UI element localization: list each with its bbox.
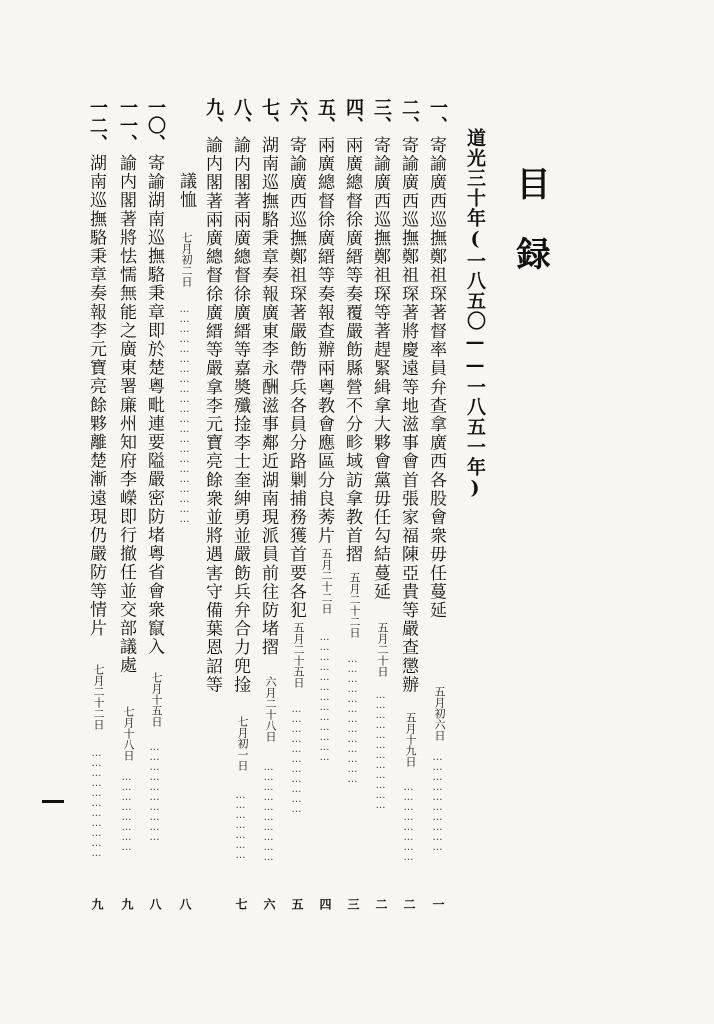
entry-date: 五月二十五日 — [292, 622, 305, 688]
entry-title: 寄諭廣西巡撫鄭祖琛著將慶遠等地滋事會首張家福陳亞貴等嚴查懲辦 — [398, 136, 418, 694]
entry-title: 諭内閣著將怯懦無能之廣東署廉州知府李嶸即行撤任並交部議處 — [116, 154, 136, 675]
entry-title: 議恤 — [176, 172, 196, 210]
dot-leader: ………………………………… — [347, 654, 358, 784]
entry-page: 七 — [234, 898, 248, 910]
dot-leader: ………………………… — [149, 742, 160, 842]
entry-page: 八 — [178, 898, 192, 910]
entry-number: 一〇、 — [145, 98, 166, 152]
period-heading: 道光三十年(一八五〇——一八五一年) — [464, 128, 486, 500]
entry-title: 寄諭湖南巡撫駱秉章即於楚粵毗連要隘嚴密防堵粵省會衆竄入 — [144, 154, 164, 657]
dot-leader: ………………………… — [432, 752, 443, 852]
entry-page: 一 — [431, 898, 445, 910]
entry-date: 七月十五日 — [150, 672, 163, 727]
entry-title: 諭内閣著兩廣總督徐廣縉等嚴拿李元寶亮餘衆並將遇害守備葉恩詔等 — [202, 136, 222, 694]
entry-page: 九 — [120, 898, 134, 910]
dot-leader: ……………………………… — [375, 690, 386, 810]
entry-page: 二 — [402, 898, 416, 910]
entry-date: 五月十九日 — [404, 712, 417, 767]
entry-date: 七月二十二日 — [92, 664, 105, 730]
entry-number: 三、 — [371, 98, 392, 134]
dot-leader: ………………………………………………………… — [179, 304, 190, 524]
entry-number: 九、 — [203, 98, 224, 134]
dot-leader: ………………… — [235, 790, 246, 860]
entry-number: 七、 — [259, 98, 280, 134]
entry-date: 七月初一日 — [236, 716, 249, 771]
entry-page: 三 — [346, 898, 360, 910]
entry-date: 七月初二日 — [180, 232, 193, 287]
entry-number: 八、 — [231, 98, 252, 134]
entry-page: 六 — [262, 898, 276, 910]
entry-number: 六、 — [287, 98, 308, 134]
entry-title: 諭内閣著兩廣總督徐廣縉等嘉奬殲捦李士奎紳勇並嚴飭兵弁合力兜捦 — [230, 136, 250, 694]
entry-number: 四、 — [343, 98, 364, 134]
entry-page: 四 — [318, 898, 332, 910]
dot-leader: ………………………… — [263, 762, 274, 862]
entry-page: 二 — [374, 898, 388, 910]
entry-page: 九 — [90, 898, 104, 910]
entry-date: 七月十八日 — [122, 706, 135, 761]
entry-number: 二、 — [399, 98, 420, 134]
entry-title: 兩廣總督徐廣縉等奏覆嚴飭縣營不分畛域訪拿教首摺 — [342, 136, 362, 564]
entry-number: 一、 — [427, 98, 448, 134]
entry-date: 六月二十八日 — [264, 676, 277, 742]
entry-date: 五月初六日 — [433, 686, 446, 741]
entry-date: 五月二十二日 — [320, 548, 333, 614]
entry-page: 五 — [290, 898, 304, 910]
entry-title: 寄諭廣西巡撫鄭祖琛等著趕緊緝拿大夥會黨毋任勾結蔓延 — [370, 136, 390, 601]
dot-leader: …………………… — [403, 782, 414, 862]
entry-number: 一一、 — [117, 98, 138, 152]
entry-page: 八 — [148, 898, 162, 910]
entry-title: 湖南巡撫駱秉章奏報李元寶亮餘夥離楚漸遠現仍嚴防等情片 — [86, 154, 106, 638]
entry-title: 兩廣總督徐廣縉等奏報查辦兩粵教會應區分良莠片 — [314, 136, 334, 546]
entry-number: 五、 — [315, 98, 336, 134]
entry-date: 五月二十二日 — [348, 572, 361, 638]
dot-leader: …………………………… — [91, 748, 102, 858]
dot-leader: …………………………… — [291, 704, 302, 814]
page-folio-mark — [42, 800, 64, 803]
entry-date: 五月二十日 — [376, 622, 389, 677]
dot-leader: …………………… — [121, 772, 132, 852]
entry-title: 寄諭廣西巡撫鄭祖琛著嚴飭帶兵各員分路剿捕務獲首要各犯 — [286, 136, 306, 620]
entry-title: 寄諭廣西巡撫鄭祖琛著督率員弁查拿廣西各股會衆毋任蔓延 — [426, 136, 446, 620]
dot-leader: ………………………………… — [319, 632, 330, 762]
entry-title: 湖南巡撫駱秉章奏報廣東李永酬滋事鄰近湖南現派員前往防堵摺 — [258, 136, 278, 657]
page-title: 目録 — [510, 166, 550, 306]
entry-number: 一二、 — [87, 98, 108, 152]
